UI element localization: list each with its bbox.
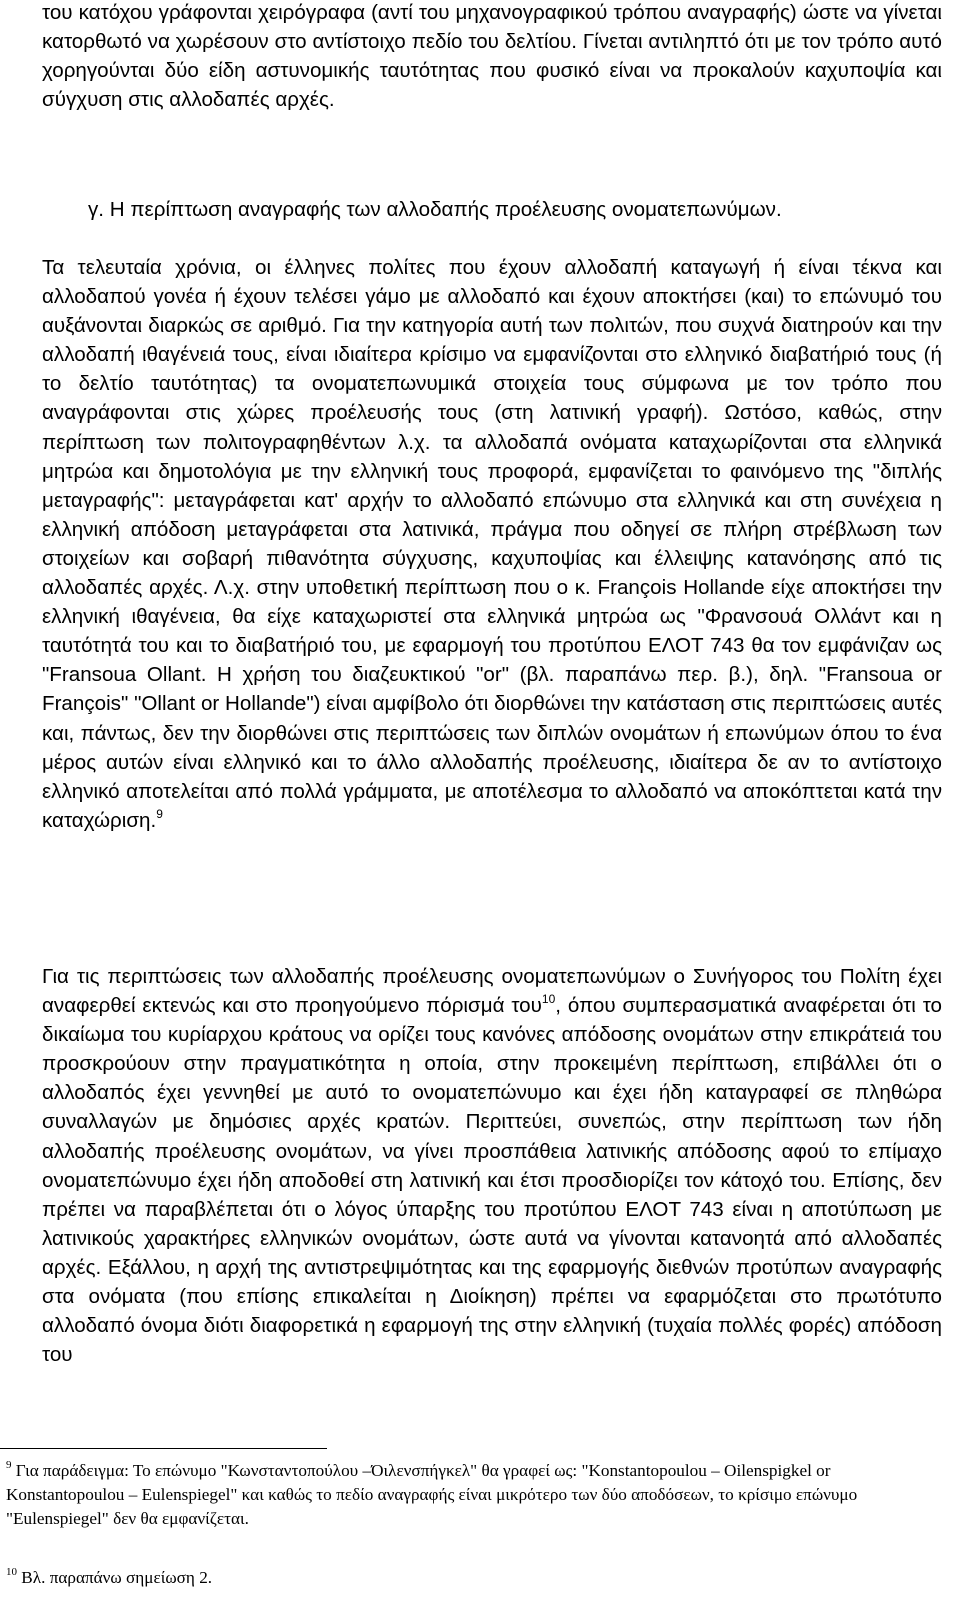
footnote-text: Για παράδειγμα: Το επώνυμο "Κωνσταντοπούλου –Όιλενσπήγκελ" θα γραφεί ως: "Konstantopoulou – Oilenspigkel or Konstantopoulou – Eulenspiegel" και καθώς το πεδίο αναγραφής είναι μικρότερο των δύο αποδόσεων, το κρίσιμο επώνυμο "Eulenspiegel" δεν θα εμφανίζεται. xyxy=(6,1461,858,1529)
footnote-text: Βλ. παραπάνω σημείωση 2. xyxy=(21,1568,213,1587)
footnote-number: 9 xyxy=(6,1459,12,1471)
intro-text: του κατόχου γράφονται χειρόγραφα (αντί του μηχανογραφικού τρόπου αναγραφής) ώστε να γίνεται κατορθωτό να χωρέσουν στο αντίστοιχο πεδίο του δελτίου. Γίνεται αντιληπτό ότι με τον τρόπο αυτό χορηγούνται δύο είδη αστυνομικής ταυτότητας που φυσικό είναι να προκαλούν καχυποψία και σύγχυση στις αλλοδαπές αρχές. xyxy=(42,1,942,112)
footnote-9 xyxy=(6,1459,941,1532)
paragraph-2-text-a: Για τις περιπτώσεις των αλλοδαπής προέλευσης ονοματεπωνύμων ο Συνήγορος του Πολίτη έχει αναφερθεί εκτενώς και στο προηγούμενο πόρισμά του xyxy=(42,965,942,1018)
footnote-number: 10 xyxy=(6,1566,17,1578)
intro-paragraph xyxy=(42,0,942,114)
paragraph-1-text: Τα τελευταία χρόνια, οι έλληνες πολίτες που έχουν αλλοδαπή καταγωγή ή είναι τέκνα και αλλοδαπού γονέα ή έχουν τελέσει γάμο με αλλοδαπό και έχουν αποκτήσει (και) το επώνυμό του αυξάνονται διαρκώς σε αριθμό. Για την κατηγορία αυτή των πολιτών, που συχνά διατηρούν και την αλλοδαπή ιθαγένειά τους, είναι ιδιαίτερα κρίσιμο να εμφανίζονται στο ελληνικό διαβατήριό τους (ή το δελτίο ταυτότητας) τα ονοματεπωνυμικά στοιχεία τους σύμφωνα με τον τρόπο που αναγράφονται στις χώρες προέλευσής τους (στη λατινική γραφή). Ωστόσο, καθώς, στην περίπτωση των πολιτογραφηθέντων λ.χ. τα αλλοδαπά ονόματα καταχωρίζονται στα ελληνικά μητρώα και δημοτολόγια με την ελληνική τους προφορά, εμφανίζεται το φαινόμενο της "διπλής μεταγραφής": μεταγράφεται κατ' αρχήν το αλλοδαπό επώνυμο στα ελληνικά και στη συνέχεια η ελληνική απόδοση μεταγράφεται στα λατινικά, πράγμα που οδηγεί σε πλήρη στρέβλωση των στοιχείων και σοβαρή πιθανότητα σύγχυσης, καχυποψίας και έλλειψης κατανόησης από τις αλλοδαπές αρχές. Λ.χ. στην υποθετική περίπτωση που ο κ. François Hollande είχε αποκτήσει την ελληνική ιθαγένεια, θα είχε καταχωριστεί στα ελληνικά μητρώα ως "Φρανσουά Ολλάντ και η ταυτότητά του και το διαβατήριό του, με εφαρμογή του προτύπου ΕΛΟΤ 743 θα τον εμφάνιζαν ως "Fransoua Ollant. Η χρήση του διαζευκτικού "or" (βλ. παραπάνω περ. β.), δηλ. "Fransoua or François" "Ollant or Hollande") είναι αμφίβολο ότι διορθώνει την κατάσταση στις περιπτώσεις αυτές και, πάντως, δεν την διορθώνει στις περιπτώσεις των διπλών ονομάτων ή επωνύμων όπου το ένα μέρος αυτών είναι ελληνικό και το άλλο αλλοδαπής προέλευσης, ιδιαίτερα δε αν το αντίστοιχο ελληνικό αποτελείται από πολλά γράμματα, με αποτέλεσμα το αλλοδαπό να αποκόπτεται κατά την καταχώριση. xyxy=(42,256,942,832)
body-paragraph-1 xyxy=(42,253,942,835)
paragraph-2-text-b: , όπου συμπερασματικά αναφέρεται ότι το δικαίωμα του κυρίαρχου κράτους να ορίζει τους κανόνες απόδοσης ονομάτων στην επικράτειά του προσκρούουν στην πραγματικότητα η οποία, στην προκειμένη περίπτωση, επιβάλλει ότι ο αλλοδαπός έχει γεννηθεί με αυτό το ονοματεπώνυμο και έχει ήδη καταγραφεί σε πληθώρα συναλλαγών με δημόσιες αρχές κρατών. Περιττεύει, συνεπώς, στην περίπτωση των ήδη αλλοδαπής προέλευσης ονομάτων, να γίνει προσπάθεια λατινικής απόδοσης αφού το επίμαχο ονοματεπώνυμο έχει ήδη αποδοθεί στη λατινική και έτσι προσδιορίζει τον κάτοχό του. Επίσης, δεν πρέπει να παραβλέπεται ότι ο λόγος ύπαρξης του προτύπου ΕΛΟΤ 743 είναι η αποτύπωση με λατινικούς χαρακτήρες ελληνικών ονομάτων, ώστε αυτά να γίνονται κατανοητά από αλλοδαπές αρχές. Εξάλλου, η αρχή της αντιστρεψιμότητας και της εφαρμογής διεθνών προτύπων αναγραφής στα ονόματα (που επίσης επικαλείται η Διοίκηση) πρέπει να εφαρμόζεται στο πρωτότυπο αλλοδαπό όνομα διότι διαφορετικά η εφαρμογή της στην ελληνική (τυχαία πολλές φορές) απόδοση του xyxy=(42,994,942,1367)
body-paragraph-2 xyxy=(42,962,942,1369)
footnote-ref-9[interactable]: 9 xyxy=(156,806,163,821)
section-heading: γ. Η περίπτωση αναγραφής των αλλοδαπής προέλευσης ονοματεπωνύμων. xyxy=(88,198,782,221)
footnote-ref-10[interactable]: 10 xyxy=(541,992,556,1007)
footnote-separator xyxy=(0,1448,327,1449)
footnote-10 xyxy=(6,1566,941,1590)
